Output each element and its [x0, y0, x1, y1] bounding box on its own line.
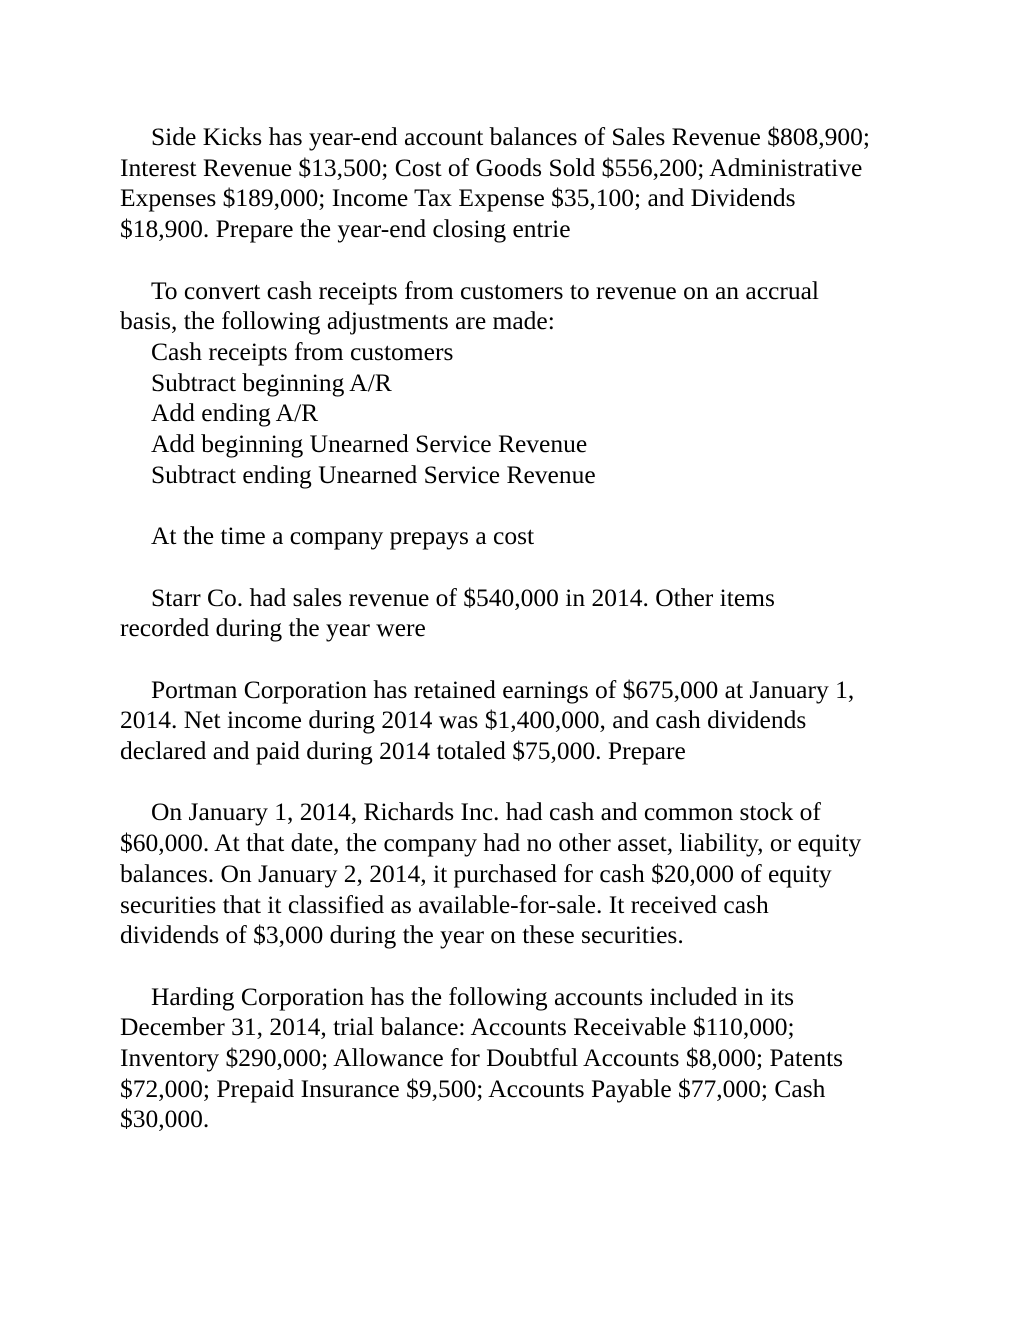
paragraph-line: dividends of $3,000 during the year on these securities. [120, 920, 684, 950]
paragraph-line: securities that it classified as available-for-sale. It received cash [120, 889, 769, 919]
list-item: Add ending A/R [151, 398, 319, 428]
paragraph-line: Side Kicks has year-end account balances of Sales Revenue $808,900; [151, 122, 870, 151]
paragraph-line: Harding Corporation has the following accounts included in its [151, 981, 795, 1011]
paragraph-starr-co [120, 583, 920, 644]
paragraph-line: December 31, 2014, trial balance: Accounts Receivable $110,000; [120, 1012, 795, 1042]
paragraph-line: $30,000. [120, 1104, 210, 1134]
paragraph-portman-corporation [120, 675, 920, 767]
paragraph-accrual-conversion [120, 276, 920, 491]
paragraph-line: At the time a company prepays a cost [151, 521, 535, 551]
paragraph-line: Portman Corporation has retained earnings of $675,000 at January 1, [151, 674, 855, 704]
paragraph-richards-inc [120, 797, 920, 951]
paragraph-line: Expenses $189,000; Income Tax Expense $35,100; and Dividends [120, 183, 796, 213]
list-item: Cash receipts from customers [151, 336, 454, 366]
paragraph-line: basis, the following adjustments are made: [120, 306, 555, 336]
paragraph-harding-corporation [120, 982, 920, 1136]
paragraph-line: 2014. Net income during 2014 was $1,400,000, and cash dividends [120, 705, 807, 735]
paragraph-line: $18,900. Prepare the year-end closing entrie [120, 214, 571, 244]
paragraph-line: declared and paid during 2014 totaled $75,000. Prepare [120, 736, 686, 765]
paragraph-line: balances. On January 2, 2014, it purchased for cash $20,000 of equity [120, 858, 832, 888]
document-page [120, 122, 920, 1166]
paragraph-line: Interest Revenue $13,500; Cost of Goods Sold $556,200; Administrative [120, 152, 863, 182]
paragraph-line: To convert cash receipts from customers to revenue on an accrual [151, 275, 820, 305]
paragraph-line: recorded during the year were [120, 613, 426, 643]
paragraph-line: $72,000; Prepaid Insurance $9,500; Accounts Payable $77,000; Cash [120, 1073, 826, 1103]
list-item: Subtract ending Unearned Service Revenue [151, 459, 596, 489]
paragraph-side-kicks [120, 122, 920, 245]
paragraph-line: On January 1, 2014, Richards Inc. had cash and common stock of [151, 797, 821, 827]
list-item: Add beginning Unearned Service Revenue [151, 429, 588, 459]
paragraph-line: Inventory $290,000; Allowance for Doubtful Accounts $8,000; Patents [120, 1043, 844, 1072]
paragraph-line: Starr Co. had sales revenue of $540,000 in 2014. Other items [151, 582, 775, 612]
paragraph-prepays-cost [120, 521, 920, 552]
paragraph-line: $60,000. At that date, the company had no other asset, liability, or equity [120, 828, 862, 858]
list-item: Subtract beginning A/R [151, 367, 392, 397]
